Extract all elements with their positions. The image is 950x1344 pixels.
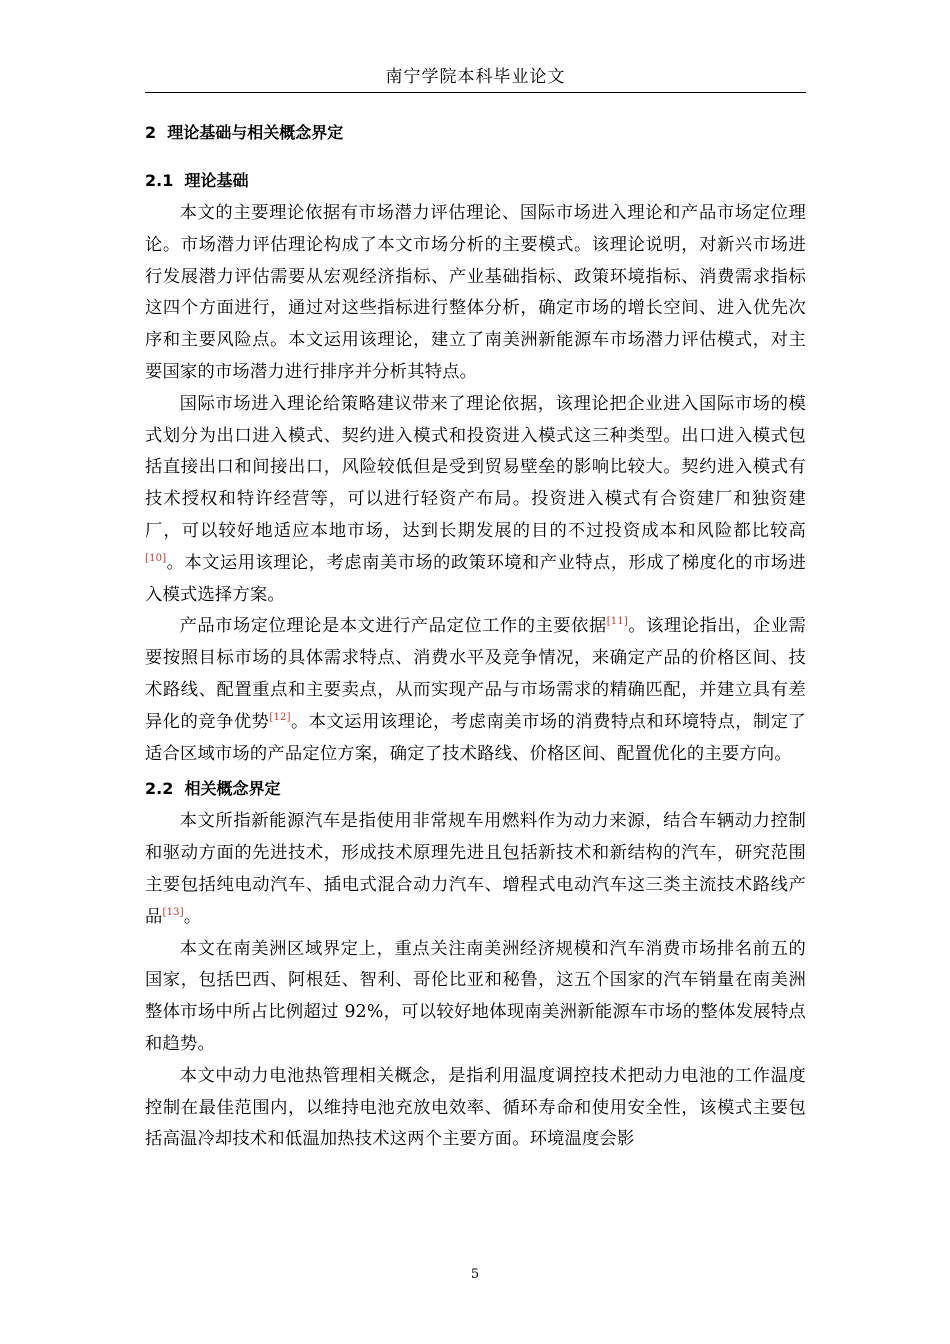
paragraph-market-entry [145,389,806,612]
section-title: 理论基础与相关概念界定 [167,123,344,142]
subsection-number: 2.1 [145,171,174,190]
section-heading [145,116,806,150]
paragraph-text: 。该理论指出，企业需要按照目标市场的具体需求特点、消费水平及竞争情况，来确定产品的价格区间、技术路线、配置重点和主要卖点，从而实现产品与市场需求的精确匹配，并建立具有差异化的竞争优势 [145,616,806,732]
paragraph-product-positioning [145,611,806,770]
paragraph-theory-overview: 本文的主要理论依据有市场潜力评估理论、国际市场进入理论和产品市场定位理论。市场潜力评估理论构成了本文市场分析的主要模式。该理论说明，对新兴市场进行发展潜力评估需要从宏观经济指标、产业基础指标、政策环境指标、消费需求指标这四个方面进行，通过对这些指标进行整体分析，确定市场的增长空间、进入优先次序和主要风险点。本文运用该理论，建立了南美洲新能源车市场潜力评估模式，对主要国家的市场潜力进行排序并分析其特点。 [145,203,806,382]
page-number: 5 [470,1267,480,1282]
paragraph-text: 。本文运用该理论，考虑南美市场的政策环境和产业特点，形成了梯度化的市场进入模式选择方案。 [145,552,806,605]
subsection-title: 相关概念界定 [184,779,281,799]
subsection-heading-2-2 [145,772,806,806]
paragraph-region-definition: 本文在南美洲区域界定上，重点关注南美洲经济规模和汽车消费市场排名前五的国家，包括巴西、阿根廷、智利、哥伦比亚和秘鲁，这五个国家的汽车销量在南美洲整体市场中所占比例超过 92%，可以较好地体现南美洲新能源车市场的整体发展特点和趋势。 [145,938,806,1054]
paragraph-text: 国际市场进入理论给策略建议带来了理论依据，该理论把企业进入国际市场的模式划分为出口进入模式、契约进入模式和投资进入模式这三种类型。出口进入模式包括直接出口和间接出口，风险较低但是受到贸易壁垒的影响比较大。契约进入模式有技术授权和特许经营等，可以进行轻资产布局。投资进入模式有合资建厂和独资建厂，可以较好地适应本地市场，达到长期发展的目的不过投资成本和风险都比较高 [145,393,806,541]
citation-13[interactable]: [13] [162,906,184,918]
paragraph-nev-definition [145,806,806,933]
subsection-title: 理论基础 [184,171,249,190]
subsection-number: 2.2 [145,779,174,799]
paragraph-text: 。本文运用该理论，考虑南美市场的消费特点和环境特点，制定了适合区域市场的产品定位方案，确定了技术路线、价格区间、配置优化的主要方向。 [145,711,806,764]
header-title: 南宁学院本科毕业论文 [385,67,566,87]
paragraph-text: 。 [183,906,202,927]
paragraph-text: 产品市场定位理论是本文进行产品定位工作的主要依据 [179,616,607,637]
running-header [145,64,806,93]
citation-12[interactable]: [12] [269,711,291,723]
paragraph-text: 本文所指新能源汽车是指使用非常规车用燃料作为动力来源，结合车辆动力控制和驱动方面的先进技术，形成技术原理先进且包括新技术和新结构的汽车，研究范围主要包括纯电动汽车、插电式混合动力汽车、增程式电动汽车这三类主流技术路线产品 [145,811,806,927]
subsection-heading-2-1 [145,164,806,198]
citation-10[interactable]: [10] [145,553,167,564]
citation-11[interactable]: [11] [606,616,629,628]
page-body [145,116,806,1156]
paragraph-thermal-management: 本文中动力电池热管理相关概念，是指利用温度调控技术把动力电池的工作温度控制在最佳范围内，以维持电池充放电效率、循环寿命和使用安全性，该模式主要包括高温冷却技术和低温加热技术这两个主要方面。环境温度会影 [145,1065,806,1150]
section-number: 2 [145,123,157,142]
